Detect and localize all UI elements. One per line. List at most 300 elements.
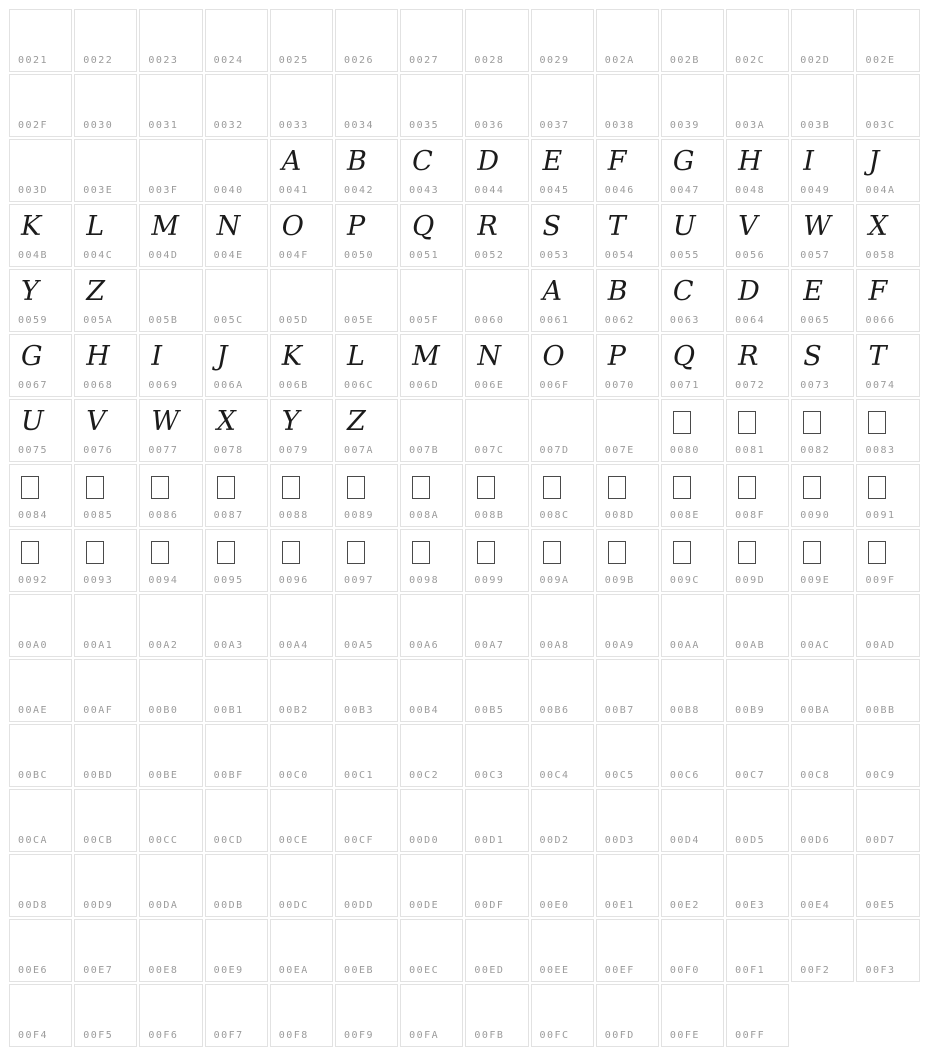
glyph-cell[interactable] (9, 9, 72, 72)
empty-glyph-area (206, 270, 267, 313)
empty-glyph-area (662, 660, 723, 703)
codepoint-label: 00CD (213, 835, 244, 846)
glyph-cell[interactable] (726, 854, 789, 917)
codepoint-label: 0082 (800, 445, 831, 456)
codepoint-label: 0036 (474, 120, 505, 131)
glyph-cell[interactable] (726, 984, 789, 1047)
glyph-cell[interactable] (335, 854, 398, 917)
glyph-cell[interactable] (270, 334, 333, 397)
missing-glyph-box-icon (412, 541, 430, 564)
glyph-cell[interactable] (139, 9, 202, 72)
glyph-cell[interactable] (335, 919, 398, 982)
glyph-cell[interactable] (791, 269, 854, 332)
glyph-cell[interactable] (661, 724, 724, 787)
glyph-cell[interactable] (791, 399, 854, 462)
glyph-cell[interactable] (856, 74, 919, 137)
letter-glyph: H (86, 341, 110, 372)
glyph-cell[interactable] (661, 789, 724, 852)
glyph-cell[interactable] (74, 659, 137, 722)
empty-glyph-area (532, 10, 593, 53)
letter-glyph: L (346, 341, 365, 372)
glyph-cell[interactable] (661, 659, 724, 722)
glyph-cell[interactable] (270, 204, 333, 267)
glyph-cell[interactable] (531, 74, 594, 137)
glyph-cell[interactable] (205, 529, 268, 592)
glyph-cell[interactable] (335, 789, 398, 852)
empty-glyph-area (271, 270, 332, 313)
glyph-cell[interactable] (465, 269, 528, 332)
glyph-cell[interactable] (205, 854, 268, 917)
glyph-cell[interactable] (531, 9, 594, 72)
glyph-cell[interactable] (726, 74, 789, 137)
glyph-cell[interactable] (465, 659, 528, 722)
empty-glyph-area (336, 855, 397, 898)
glyph-cell[interactable] (465, 334, 528, 397)
glyph-cell[interactable] (856, 659, 919, 722)
glyph-cell[interactable] (9, 724, 72, 787)
glyph-cell[interactable] (856, 724, 919, 787)
glyph-cell[interactable] (400, 919, 463, 982)
glyph-cell[interactable] (400, 204, 463, 267)
glyph-cell[interactable] (270, 984, 333, 1047)
glyph-cell[interactable] (465, 724, 528, 787)
glyph-cell[interactable] (661, 399, 724, 462)
glyph-cell[interactable] (9, 594, 72, 657)
glyph-cell[interactable] (596, 919, 659, 982)
glyph-cell[interactable] (139, 594, 202, 657)
glyph-cell[interactable] (74, 399, 137, 462)
glyph-cell[interactable] (9, 529, 72, 592)
glyph-cell[interactable] (270, 74, 333, 137)
glyph-cell[interactable] (531, 529, 594, 592)
notdef-glyph (597, 465, 658, 508)
glyph-cell[interactable] (74, 984, 137, 1047)
glyph-cell[interactable] (791, 854, 854, 917)
letter-glyph: Q (412, 211, 435, 242)
glyph-cell[interactable] (465, 594, 528, 657)
letter-glyph: H (738, 146, 762, 177)
glyph-cell[interactable] (726, 9, 789, 72)
glyph-cell[interactable] (791, 464, 854, 527)
glyph-cell[interactable] (856, 139, 919, 202)
empty-glyph-area (792, 660, 853, 703)
glyph-cell[interactable] (139, 724, 202, 787)
codepoint-label: 0098 (409, 575, 440, 586)
glyph-cell[interactable] (661, 594, 724, 657)
glyph-cell[interactable] (596, 204, 659, 267)
codepoint-label: 0088 (278, 510, 309, 521)
glyph-cell[interactable] (74, 789, 137, 852)
glyph-cell[interactable] (791, 919, 854, 982)
glyph-cell[interactable] (400, 399, 463, 462)
glyph-cell[interactable] (335, 139, 398, 202)
glyph-cell[interactable] (74, 269, 137, 332)
glyph-cell[interactable] (400, 594, 463, 657)
codepoint-label: 005E (343, 315, 375, 326)
glyph-cell[interactable] (9, 984, 72, 1047)
glyph-cell[interactable] (596, 594, 659, 657)
empty-glyph-area (206, 985, 267, 1028)
glyph-cell[interactable] (335, 984, 398, 1047)
glyph-cell[interactable] (856, 464, 919, 527)
glyph-cell[interactable] (791, 724, 854, 787)
glyph-cell[interactable] (465, 9, 528, 72)
glyph-cell[interactable] (531, 854, 594, 917)
codepoint-label: 0066 (865, 315, 896, 326)
glyph-cell[interactable] (596, 789, 659, 852)
glyph-cell[interactable] (856, 529, 919, 592)
glyph-cell[interactable] (139, 984, 202, 1047)
missing-glyph-box-icon (738, 541, 756, 564)
glyph-cell[interactable] (74, 139, 137, 202)
empty-glyph-area (140, 595, 201, 638)
glyph-cell[interactable] (400, 334, 463, 397)
glyph-cell[interactable] (596, 984, 659, 1047)
codepoint-label: 00B1 (213, 705, 244, 716)
glyph-cell[interactable] (726, 334, 789, 397)
glyph-cell[interactable] (531, 919, 594, 982)
glyph-cell[interactable] (661, 139, 724, 202)
glyph-cell[interactable] (139, 919, 202, 982)
glyph-cell[interactable] (791, 74, 854, 137)
glyph-cell[interactable] (335, 724, 398, 787)
glyph-cell[interactable] (205, 399, 268, 462)
empty-glyph-area (140, 75, 201, 118)
glyph-cell[interactable] (74, 9, 137, 72)
glyph-cell[interactable] (856, 854, 919, 917)
empty-glyph-area (336, 75, 397, 118)
glyph-cell[interactable] (270, 464, 333, 527)
glyph-cell[interactable] (726, 594, 789, 657)
codepoint-label: 00B6 (539, 705, 570, 716)
glyph-cell[interactable] (661, 334, 724, 397)
glyph-cell[interactable] (9, 854, 72, 917)
glyph-cell[interactable] (335, 399, 398, 462)
glyph-cell[interactable] (400, 529, 463, 592)
glyph-cell[interactable] (139, 269, 202, 332)
glyph-cell[interactable] (531, 204, 594, 267)
glyph-cell[interactable] (74, 854, 137, 917)
notdef-glyph (401, 465, 462, 508)
empty-glyph-area (140, 660, 201, 703)
empty-glyph-area (792, 725, 853, 768)
letter-glyph: Z (86, 276, 105, 307)
glyph-cell[interactable] (726, 269, 789, 332)
glyph-cell[interactable] (531, 334, 594, 397)
glyph-cell[interactable] (726, 659, 789, 722)
codepoint-label: 0056 (735, 250, 766, 261)
glyph-cell[interactable] (791, 139, 854, 202)
codepoint-label: 00E9 (213, 965, 244, 976)
glyph-cell[interactable] (596, 74, 659, 137)
glyph-cell[interactable] (139, 854, 202, 917)
glyph-cell[interactable] (400, 724, 463, 787)
glyph-cell[interactable] (661, 204, 724, 267)
glyph-cell[interactable] (74, 724, 137, 787)
glyph-cell[interactable] (726, 529, 789, 592)
empty-glyph-area (75, 855, 136, 898)
codepoint-label: 0039 (669, 120, 700, 131)
glyph-cell[interactable] (465, 74, 528, 137)
glyph-cell[interactable] (856, 789, 919, 852)
glyph-cell[interactable] (139, 334, 202, 397)
empty-glyph-area (401, 270, 462, 313)
empty-glyph-area (857, 660, 918, 703)
glyph-cell[interactable] (856, 204, 919, 267)
glyph-cell[interactable] (139, 659, 202, 722)
glyph-cell[interactable] (270, 659, 333, 722)
glyph-cell[interactable] (9, 74, 72, 137)
glyph-cell[interactable] (205, 74, 268, 137)
glyph-cell[interactable] (856, 334, 919, 397)
glyph-cell[interactable] (335, 529, 398, 592)
glyph-cell[interactable] (74, 529, 137, 592)
glyph-cell[interactable] (400, 74, 463, 137)
glyph-cell[interactable] (726, 464, 789, 527)
glyph-cell[interactable] (270, 399, 333, 462)
codepoint-label: 0074 (865, 380, 896, 391)
glyph-cell[interactable] (205, 269, 268, 332)
notdef-glyph (857, 400, 918, 443)
glyph-cell[interactable] (531, 984, 594, 1047)
glyph-cell[interactable] (139, 139, 202, 202)
glyph-cell[interactable] (205, 724, 268, 787)
glyph-cell[interactable] (596, 464, 659, 527)
empty-glyph-area (271, 920, 332, 963)
glyph-cell[interactable] (596, 659, 659, 722)
glyph-cell[interactable] (465, 984, 528, 1047)
codepoint-label: 00B3 (343, 705, 375, 716)
glyph-cell[interactable] (335, 74, 398, 137)
glyph-cell[interactable] (596, 724, 659, 787)
glyph-cell[interactable] (661, 919, 724, 982)
glyph-cell[interactable] (596, 399, 659, 462)
glyph-cell[interactable] (400, 139, 463, 202)
glyph-cell[interactable] (465, 464, 528, 527)
glyph-cell[interactable] (74, 334, 137, 397)
letter-glyph: K (281, 341, 302, 372)
glyph-cell[interactable] (139, 529, 202, 592)
codepoint-label: 0080 (669, 445, 700, 456)
letter-glyph: C (672, 276, 694, 307)
glyph-cell[interactable] (270, 854, 333, 917)
empty-glyph-area (10, 595, 71, 638)
codepoint-label: 0063 (669, 315, 700, 326)
glyph-cell[interactable] (139, 399, 202, 462)
glyph-cell[interactable] (726, 789, 789, 852)
glyph-cell[interactable] (74, 74, 137, 137)
glyph-cell[interactable] (596, 334, 659, 397)
glyph-cell[interactable] (465, 789, 528, 852)
empty-glyph-area (271, 595, 332, 638)
glyph-cell[interactable] (465, 919, 528, 982)
codepoint-label: 0053 (539, 250, 570, 261)
glyph-cell[interactable] (661, 74, 724, 137)
glyph-cell[interactable] (9, 789, 72, 852)
codepoint-label: 005A (83, 315, 114, 326)
letter-glyph: S (803, 341, 822, 372)
glyph-cell[interactable] (335, 9, 398, 72)
glyph-cell[interactable] (661, 529, 724, 592)
letter-glyph: L (86, 211, 105, 242)
glyph-cell[interactable] (791, 789, 854, 852)
glyph-cell[interactable] (856, 269, 919, 332)
glyph-cell[interactable] (531, 724, 594, 787)
codepoint-label: 00F4 (18, 1030, 49, 1041)
glyph-cell[interactable] (791, 9, 854, 72)
glyph-cell[interactable] (9, 659, 72, 722)
glyph-cell[interactable] (335, 334, 398, 397)
glyph-cell[interactable] (661, 854, 724, 917)
glyph-cell[interactable] (531, 464, 594, 527)
glyph-cell[interactable] (465, 854, 528, 917)
codepoint-label: 0086 (148, 510, 179, 521)
glyph-cell[interactable] (400, 9, 463, 72)
glyph-cell[interactable] (205, 9, 268, 72)
glyph-cell[interactable] (74, 464, 137, 527)
glyph-cell[interactable] (139, 789, 202, 852)
missing-glyph-box-icon (868, 476, 886, 499)
glyph-cell[interactable] (335, 204, 398, 267)
glyph-cell[interactable] (661, 9, 724, 72)
notdef-glyph (857, 465, 918, 508)
glyph-cell[interactable] (270, 919, 333, 982)
glyph-cell[interactable] (400, 854, 463, 917)
glyph-cell[interactable] (531, 659, 594, 722)
glyph-cell[interactable] (9, 204, 72, 267)
glyph-cell[interactable] (596, 854, 659, 917)
empty-glyph-area (857, 855, 918, 898)
letter-glyph: S (542, 211, 561, 242)
glyph-cell[interactable] (726, 139, 789, 202)
letter-glyph: E (542, 146, 563, 177)
glyph-cell[interactable] (791, 594, 854, 657)
glyph-cell[interactable] (335, 464, 398, 527)
codepoint-label: 00A7 (474, 640, 505, 651)
empty-glyph-area (466, 660, 527, 703)
glyph-cell[interactable] (465, 204, 528, 267)
glyph-cell[interactable] (726, 724, 789, 787)
empty-glyph-area (857, 75, 918, 118)
glyph-cell[interactable] (205, 139, 268, 202)
glyph-cell[interactable] (205, 919, 268, 982)
glyph-cell[interactable] (856, 594, 919, 657)
glyph-cell[interactable] (9, 139, 72, 202)
empty-glyph-area (662, 75, 723, 118)
glyph-cell[interactable] (9, 464, 72, 527)
glyph-cell[interactable] (791, 334, 854, 397)
glyph-cell[interactable] (661, 269, 724, 332)
glyph-cell[interactable] (726, 399, 789, 462)
glyph-cell[interactable] (726, 919, 789, 982)
glyph-cell[interactable] (856, 919, 919, 982)
glyph-cell[interactable] (596, 529, 659, 592)
missing-glyph-box-icon (217, 541, 235, 564)
glyph-cell[interactable] (791, 659, 854, 722)
codepoint-label: 0059 (18, 315, 49, 326)
glyph-cell[interactable] (205, 789, 268, 852)
glyph-cell[interactable] (139, 464, 202, 527)
glyph-cell[interactable] (856, 9, 919, 72)
glyph-cell[interactable] (465, 139, 528, 202)
glyph-cell[interactable] (465, 529, 528, 592)
glyph-cell[interactable] (9, 399, 72, 462)
glyph-cell[interactable] (270, 139, 333, 202)
glyph-cell[interactable] (74, 594, 137, 657)
glyph-cell[interactable] (400, 269, 463, 332)
notdef-glyph (532, 530, 593, 573)
glyph-cell[interactable] (205, 984, 268, 1047)
empty-glyph-area (401, 985, 462, 1028)
glyph-cell[interactable] (139, 204, 202, 267)
glyph-cell[interactable] (335, 269, 398, 332)
glyph-cell[interactable] (270, 789, 333, 852)
glyph-cell[interactable] (270, 9, 333, 72)
glyph-cell[interactable] (270, 724, 333, 787)
codepoint-label: 00BC (18, 770, 49, 781)
glyph-cell[interactable] (335, 594, 398, 657)
codepoint-label: 00BA (800, 705, 831, 716)
glyph-cell[interactable] (400, 659, 463, 722)
glyph-cell[interactable] (270, 594, 333, 657)
glyph-cell[interactable] (531, 399, 594, 462)
glyph-cell[interactable] (856, 399, 919, 462)
glyph-cell[interactable] (531, 139, 594, 202)
glyph-cell[interactable] (400, 789, 463, 852)
glyph-cell[interactable] (74, 204, 137, 267)
glyph-cell[interactable] (791, 204, 854, 267)
empty-glyph-area (727, 725, 788, 768)
glyph-cell[interactable] (661, 464, 724, 527)
glyph-cell[interactable] (661, 984, 724, 1047)
glyph-cell[interactable] (400, 464, 463, 527)
glyph-cell[interactable] (205, 204, 268, 267)
glyph-cell[interactable] (205, 334, 268, 397)
codepoint-label: 00C0 (278, 770, 309, 781)
glyph-cell[interactable] (596, 9, 659, 72)
glyph-cell[interactable] (531, 789, 594, 852)
codepoint-label: 0034 (343, 120, 375, 131)
glyph-cell[interactable] (531, 269, 594, 332)
glyph-cell[interactable] (531, 594, 594, 657)
glyph-cell[interactable] (726, 204, 789, 267)
empty-glyph-area (857, 725, 918, 768)
glyph-cell[interactable] (596, 139, 659, 202)
letter-glyph: X (868, 211, 888, 242)
empty-glyph-area (140, 985, 201, 1028)
notdef-glyph (727, 400, 788, 443)
glyph-cell[interactable] (596, 269, 659, 332)
empty-glyph-area (532, 725, 593, 768)
glyph-cell[interactable] (9, 334, 72, 397)
glyph-cell[interactable] (9, 269, 72, 332)
letter-glyph: G (21, 341, 43, 372)
glyph-cell[interactable] (205, 464, 268, 527)
glyph-cell[interactable] (270, 269, 333, 332)
codepoint-label: 0040 (213, 185, 244, 196)
glyph-cell[interactable] (139, 74, 202, 137)
glyph-cell[interactable] (465, 399, 528, 462)
glyph-cell[interactable] (400, 984, 463, 1047)
glyph-cell[interactable] (205, 659, 268, 722)
glyph-cell[interactable] (791, 529, 854, 592)
glyph-cell[interactable] (9, 919, 72, 982)
glyph-cell[interactable] (335, 659, 398, 722)
glyph-cell[interactable] (74, 919, 137, 982)
empty-glyph-area (532, 400, 593, 443)
glyph-cell[interactable] (205, 594, 268, 657)
glyph-cell[interactable] (270, 529, 333, 592)
